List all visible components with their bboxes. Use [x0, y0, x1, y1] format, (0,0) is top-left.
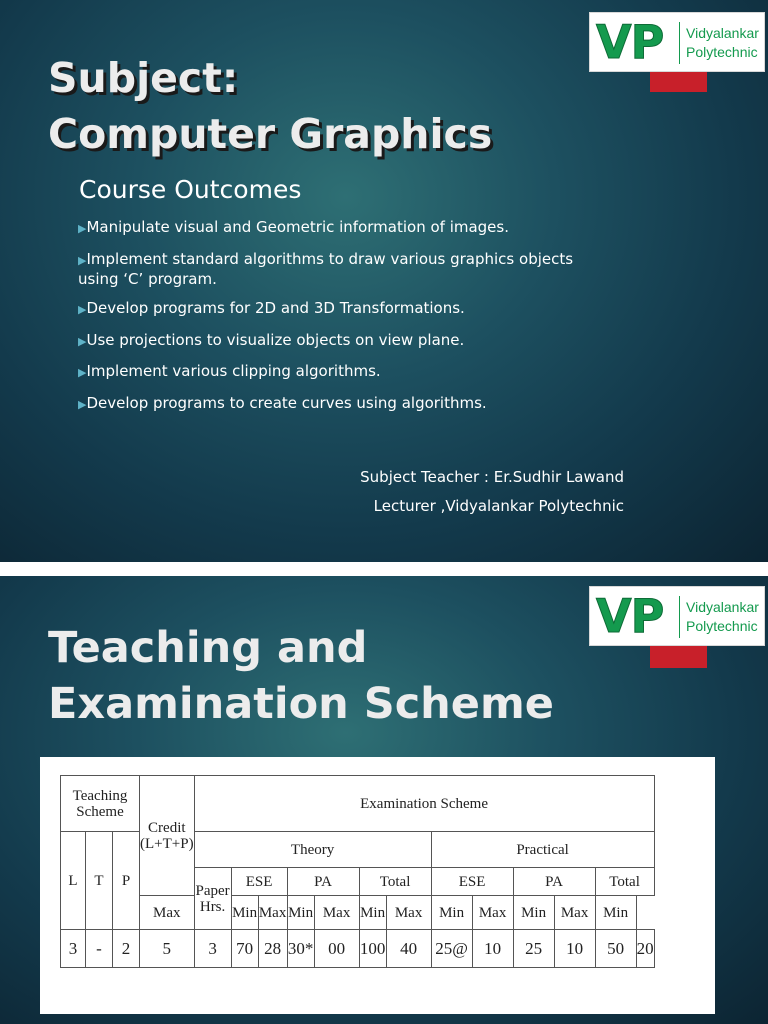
- table-cell: -: [86, 930, 113, 968]
- col-p: P: [113, 832, 140, 930]
- credit-header: Credit (L+T+P): [140, 776, 195, 896]
- slide1-title: [48, 50, 492, 162]
- cell-min: Min: [359, 896, 386, 930]
- table-cell: 50: [595, 930, 636, 968]
- table-cell: 10: [472, 930, 513, 968]
- cell-max: Max: [258, 896, 287, 930]
- cell-max: Max: [386, 896, 431, 930]
- title-line1: Subject:: [48, 54, 239, 102]
- practical-header: Practical: [431, 832, 654, 868]
- list-item: ▶Implement various clipping algorithms.: [78, 362, 381, 380]
- cell-max: Max: [140, 896, 195, 930]
- course-outcomes-heading: Course Outcomes: [79, 175, 302, 204]
- table-cell: 3: [61, 930, 86, 968]
- table-cell: 40: [386, 930, 431, 968]
- bullet-arrow-icon: ▶: [78, 253, 87, 267]
- logo-line1: Vidyalankar: [686, 25, 759, 41]
- table-cell: 20: [636, 930, 654, 968]
- theory-header: Theory: [194, 832, 431, 868]
- bullet-arrow-icon: ▶: [78, 397, 87, 411]
- table-cell: 5: [140, 930, 195, 968]
- teaching-scheme-header: Teaching Scheme: [61, 776, 140, 832]
- table-cell: 25: [513, 930, 554, 968]
- paper-hrs-header: Paper Hrs.: [194, 868, 231, 930]
- table-cell: 100: [359, 930, 386, 968]
- slide2-title: [48, 620, 554, 732]
- cell-max: Max: [472, 896, 513, 930]
- outcomes-list: [78, 218, 598, 425]
- cell-min: Min: [287, 896, 314, 930]
- table-cell: 30*: [287, 930, 314, 968]
- title-line2: Examination Scheme: [48, 679, 554, 729]
- table-cell: 3: [194, 930, 231, 968]
- logo-vp-letters: VP: [596, 589, 664, 643]
- cell-min: Min: [595, 896, 636, 930]
- list-item: ▶Manipulate visual and Geometric information of images.: [78, 218, 509, 236]
- table-cell: 10: [554, 930, 595, 968]
- table-cell: 00: [314, 930, 359, 968]
- col-t: T: [86, 832, 113, 930]
- list-item: ▶Develop programs to create curves using algorithms.: [78, 393, 487, 412]
- logo-vp-letters: VP: [596, 15, 664, 69]
- practical-ese-header: ESE: [431, 868, 513, 896]
- list-item: ▶Implement standard algorithms to draw various graphics objects using ‘C’ program.: [78, 249, 574, 288]
- teacher-designation: Lecturer ,Vidyalankar Polytechnic: [373, 497, 624, 515]
- title-line1: Teaching and: [48, 623, 368, 673]
- logo-line1: Vidyalankar: [686, 599, 759, 615]
- theory-pa-header: PA: [287, 868, 359, 896]
- cell-min: Min: [231, 896, 258, 930]
- slide-separator: [0, 562, 768, 576]
- theory-ese-header: ESE: [231, 868, 287, 896]
- col-l: L: [61, 832, 86, 930]
- practical-total-header: Total: [595, 868, 654, 896]
- practical-pa-header: PA: [513, 868, 595, 896]
- cell-max: Max: [314, 896, 359, 930]
- cell-min: Min: [513, 896, 554, 930]
- subject-teacher: Subject Teacher : Er.Sudhir Lawand: [360, 468, 624, 486]
- scheme-table-image: [40, 757, 715, 1014]
- cell-min: Min: [431, 896, 472, 930]
- scheme-table: [60, 775, 655, 968]
- title-line2: Computer Graphics: [48, 110, 493, 158]
- table-cell: 28: [258, 930, 287, 968]
- bullet-arrow-icon: ▶: [78, 303, 87, 316]
- table-cell: 2: [113, 930, 140, 968]
- cell-max: Max: [554, 896, 595, 930]
- bullet-arrow-icon: ▶: [78, 366, 87, 379]
- exam-scheme-header: Examination Scheme: [194, 776, 654, 832]
- bullet-arrow-icon: ▶: [78, 334, 87, 348]
- logo-line2: Polytechnic: [686, 618, 758, 634]
- logo-line2: Polytechnic: [686, 44, 758, 60]
- table-cell: 70: [231, 930, 258, 968]
- list-item: ▶Develop programs for 2D and 3D Transformations.: [78, 299, 465, 317]
- table-cell: 25@: [431, 930, 472, 968]
- list-item: ▶Use projections to visualize objects on view plane.: [78, 330, 465, 349]
- bullet-arrow-icon: ▶: [78, 222, 87, 235]
- theory-total-header: Total: [359, 868, 431, 896]
